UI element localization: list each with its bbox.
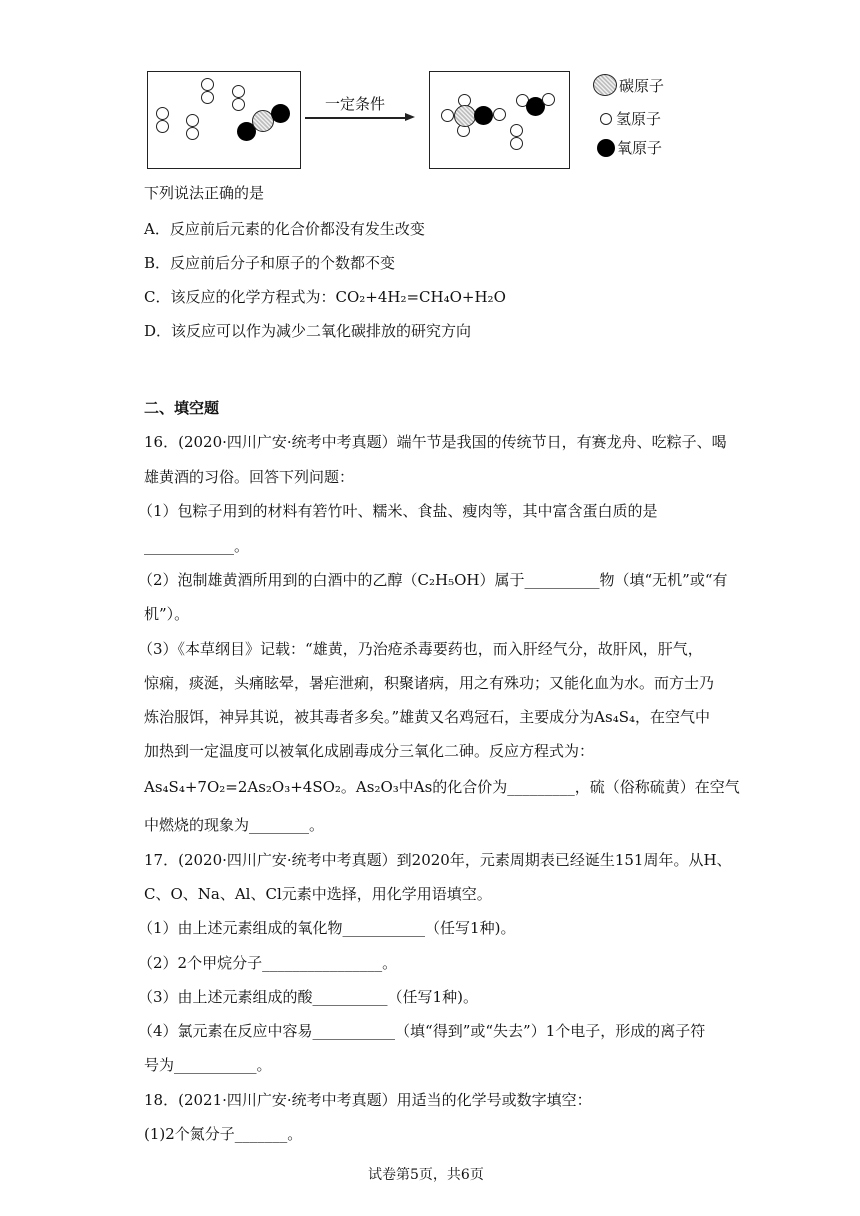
q17-stem-line2: C、O、Na、Al、Cl元素中选择，用化学用语填空。 (144, 885, 492, 903)
q17-part2: （2）2个甲烷分子________________。 (138, 954, 398, 972)
q18-part1: (1)2个氮分子_______。 (144, 1125, 303, 1143)
hydrogen-atom (186, 127, 199, 140)
q15-option-c: C．该反应的化学方程式为：CO₂+4H₂=CH₄O+H₂O (144, 288, 506, 306)
page-footer: 试卷第5页，共6页 (368, 1167, 484, 1183)
oxygen-atom (271, 104, 290, 123)
hydrogen-atom (510, 124, 523, 137)
q16-part3-line1: （3）《本草纲目》记载：“雄黄，乃治疮杀毒要药也，而入肝经气分，故肝风，肝气， (138, 640, 703, 658)
arrow-label: 一定条件 (325, 95, 386, 113)
hydrogen-atom (493, 108, 506, 121)
legend-carbon-label: 碳原子 (619, 77, 665, 95)
legend-oxygen-label: 氧原子 (617, 139, 663, 157)
hydrogen-atom (441, 109, 454, 122)
q16-stem-line1: 16．(2020·四川广安·统考中考真题）端午节是我国的传统节日，有赛龙舟、吃粽子、喝 (144, 433, 727, 451)
legend-oxygen-icon (597, 139, 615, 157)
q15-prompt: 下列说法正确的是 (144, 184, 265, 202)
q16-part3-equation-line: As₄S₄+7O₂=2As₂O₃+4SO₂。As₂O₃中As的化合价为_________，硫（俗称硫黄）在空气 (144, 778, 740, 796)
hydrogen-atom (156, 120, 169, 133)
oxygen-atom (474, 106, 493, 125)
hydrogen-atom (232, 85, 245, 98)
carbon-atom (454, 105, 476, 127)
legend-hydrogen-icon (600, 113, 612, 125)
hydrogen-atom (201, 91, 214, 104)
q16-part3-line6: 中燃烧的现象为________。 (144, 816, 325, 834)
q16-part3-line4: 加热到一定温度可以被氧化成剧毒成分三氧化二砷。反应方程式为： (144, 742, 595, 760)
q17-part1: （1）由上述元素组成的氧化物___________（任写1种)。 (138, 919, 516, 937)
hydrogen-atom (542, 93, 555, 106)
q17-part3: （3）由上述元素组成的酸__________（任写1种)。 (138, 988, 478, 1006)
q16-part1-line2: ____________。 (144, 537, 250, 555)
q16-part2-line2: 机”）。 (144, 605, 190, 623)
q16-part2-line1: （2）泡制雄黄酒所用到的白酒中的乙醇（C₂H₅OH）属于__________物（填“无机”或“有 (138, 571, 728, 589)
q17-part4-line1: （4）氯元素在反应中容易___________（填“得到”或“失去”）1个电子，形成的离子符 (138, 1022, 706, 1040)
legend-carbon-icon (593, 74, 617, 96)
legend-hydrogen-label: 氢原子 (616, 110, 662, 128)
hydrogen-atom (156, 107, 169, 120)
arrow-head-icon (405, 113, 415, 121)
q16-part1-line1: （1）包粽子用到的材料有箬竹叶、糯米、食盐、瘦肉等，其中富含蛋白质的是 (138, 502, 658, 520)
reaction-arrow (305, 117, 407, 119)
q16-part3-line3: 炼治服饵，神异其说，被其毒者多矣。”雄黄又名鸡冠石，主要成分为As₄S₄，在空气中 (144, 708, 711, 726)
hydrogen-atom (232, 98, 245, 111)
products-box (429, 71, 570, 169)
q15-option-d: D．该反应可以作为减少二氧化碳排放的研究方向 (144, 322, 472, 340)
hydrogen-atom (201, 78, 214, 91)
q17-part4-line2: 号为___________。 (144, 1056, 272, 1074)
q17-stem-line1: 17．(2020·四川广安·统考中考真题）到2020年，元素周期表已经诞生151周年。从H、 (144, 851, 732, 869)
hydrogen-atom (510, 137, 523, 150)
section-heading: 二、填空题 (144, 399, 220, 417)
q18-stem-line1: 18．(2021·四川广安·统考中考真题）用适当的化学号或数字填空： (144, 1091, 592, 1109)
q16-part3-line2: 惊痫，痰涎，头痛眩晕，暑疟泄痢，积聚诸病，用之有殊功；又能化血为水。而方士乃 (144, 674, 715, 692)
q15-option-a: A．反应前后元素的化合价都没有发生改变 (144, 220, 425, 238)
q15-option-b: B．反应前后分子和原子的个数都不变 (144, 254, 396, 272)
reactants-box (147, 71, 301, 169)
q16-stem-line2: 雄黄酒的习俗。回答下列问题： (144, 468, 355, 486)
hydrogen-atom (186, 114, 199, 127)
